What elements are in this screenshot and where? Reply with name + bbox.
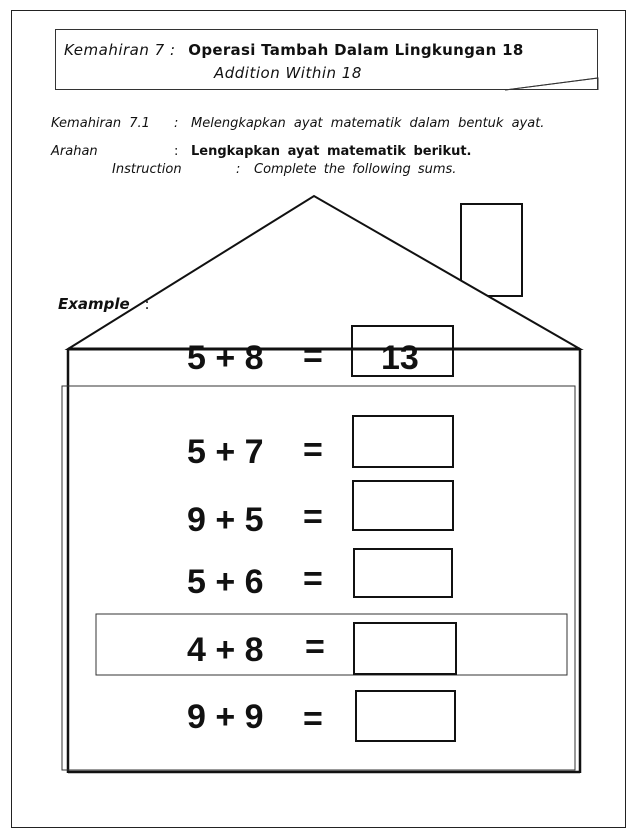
directions-colon: : — [174, 144, 179, 159]
exercise-3-answer-box[interactable] — [353, 548, 453, 598]
directions-label: Arahan — [51, 144, 98, 159]
skill-title-en: Addition Within 18 — [214, 64, 362, 82]
exercise-1-expression: 5 + 7 — [187, 433, 264, 471]
sub-skill-text: Melengkapkan ayat matematik dalam bentuk ayat. — [191, 116, 545, 131]
exercise-3-equals: = — [303, 560, 323, 598]
exercise-4-equals: = — [305, 628, 325, 666]
highlight-frame — [96, 614, 567, 675]
exercise-2-expression: 9 + 5 — [187, 501, 264, 539]
skill-label: Kemahiran 7 : — [64, 41, 176, 59]
title-line — [64, 41, 524, 59]
example-expression: 5 + 8 — [187, 339, 264, 377]
exercise-5-expression: 9 + 9 — [187, 698, 264, 736]
directions-text: Lengkapkan ayat matematik berikut. — [191, 144, 472, 159]
exercise-2-answer-box[interactable] — [352, 480, 454, 531]
example-equals: = — [303, 337, 323, 375]
instruction-label: Instruction — [112, 162, 182, 177]
sub-skill-colon: : — [174, 116, 179, 131]
exercise-3-expression: 5 + 6 — [187, 563, 264, 601]
sub-skill-line — [51, 116, 545, 131]
exercise-1-equals: = — [303, 431, 323, 469]
exercise-2-equals: = — [303, 498, 323, 536]
instruction-colon: : — [236, 162, 241, 177]
example-label: Example — [58, 295, 130, 313]
instruction-text: Complete the following sums. — [254, 162, 457, 177]
example-colon: : — [144, 295, 150, 313]
skill-title: Operasi Tambah Dalam Lingkungan 18 — [188, 41, 524, 59]
example-heading — [58, 295, 150, 313]
exercise-5-equals: = — [303, 700, 323, 738]
exercise-1-answer-box[interactable] — [352, 415, 454, 468]
title-box-fold-edge — [505, 78, 598, 90]
sub-skill-label: Kemahiran 7.1 — [51, 116, 150, 131]
directions-line — [51, 144, 472, 159]
exercise-5-answer-box[interactable] — [355, 690, 456, 742]
exercise-4-answer-box[interactable] — [353, 622, 457, 675]
example-answer: 13 — [381, 339, 419, 377]
house-chimney — [461, 204, 522, 296]
exercise-4-expression: 4 + 8 — [187, 631, 264, 669]
instruction-line — [112, 162, 457, 177]
